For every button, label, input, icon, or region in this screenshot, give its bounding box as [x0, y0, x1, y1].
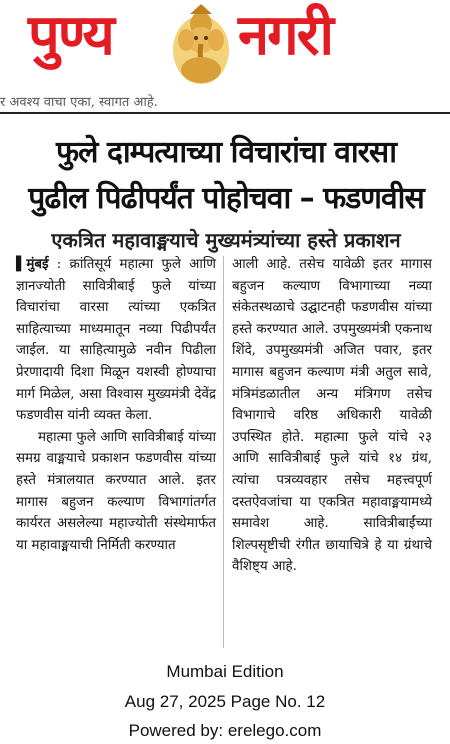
headline-line-2: पुढील पिढीपर्यंत पोहोचवा – फडणवीस	[28, 181, 424, 216]
powered-by-link[interactable]: Powered by: erelego.com	[128, 721, 322, 740]
ganesha-emblem-icon	[170, 4, 232, 88]
dateline: मुंबई	[26, 256, 49, 272]
article-paragraph-2: महात्मा फुले आणि सावित्रीबाई यांच्या समग्र वाङ्मयाचे प्रकाशन फडणवीस यांच्या हस्ते मंत्रालयात करण्यात आले. इतर मागास बहुजन कल्याण विभागांतर्गत कार्यरत असलेल्या महाज्योती संस्थेमार्फत या महावाङ्मयाची निर्मिती करण्यात	[16, 429, 216, 553]
masthead-brand-right: नगरी	[238, 3, 333, 68]
article-column-left	[16, 254, 216, 556]
masthead	[0, 0, 450, 96]
article-paragraph-3: आली आहे. तसेच यावेळी इतर मागास बहुजन कल्याण विभागाच्या नव्या संकेतस्थळाचे उद्घाटनही फडणवीस यांच्या हस्ते करण्यात आले. उपमुख्यमंत्री एकनाथ शिंदे, उपमुख्यमंत्री अजित पवार, इतर मागास बहुजन कल्याण मंत्री अतुल सावे, मंत्रिमंडळातील अन्य मंत्रिगण तसेच विभागाचे वरिष्ठ अधिकारी यावेळी उपस्थित होते. महात्मा फुले यांचे २३ आणि सावित्रीबाई फुले यांचे १४ ग्रंथ, त्यांचा पत्रव्यवहार तसेच महत्त्वपूर्ण दस्तऐवजांचा या एकत्रित महावाङ्मयामध्ये समावेश आहे. सावित्रीबाईंच्या शिल्पसृष्टीची रंगीत छायाचित्रे हे या ग्रंथाचे वैशिष्ट्य आहे.	[232, 257, 432, 575]
article-column-right	[232, 254, 432, 578]
date-page-label: Aug 27, 2025 Page No. 12	[124, 692, 326, 711]
top-rule-divider	[0, 112, 450, 114]
article-paragraph-1: ▌मुंबई : क्रांतिसूर्य महात्मा फुले आणि ज्ञानज्योती सावित्रीबाई फुले यांच्या विचारांचा वारसा त्यांच्या एकत्रित साहित्याच्या माध्यमातून नव्या पिढीपर्यंत जाईल. या साहित्यामुळे नवीन पिढीला प्रेरणादायी दिशा मिळून यशस्वी होण्याचा मार्ग मिळेल, असा विश्वास मुख्यमंत्री देवेंद्र फडणवीस यांनी व्यक्त केला.	[16, 256, 216, 424]
masthead-brand-left: पुण्य	[28, 3, 113, 68]
column-divider	[223, 256, 224, 648]
edition-label: Mumbai Edition	[166, 662, 284, 681]
article-paragraph-1-text: क्रांतिसूर्य महात्मा फुले आणि ज्ञानज्योती सावित्रीबाई फुले यांच्या विचारांचा वारसा त्यांच्या एकत्रित साहित्याच्या माध्यमातून नव्या पिढीपर्यंत जाईल. या साहित्यामुळे नवीन पिढीला प्रेरणादायी दिशा मिळून यशस्वी होण्याचा मार्ग मिळेल, असा विश्वास मुख्यमंत्री देवेंद्र फडणवीस यांनी व्यक्त केला.	[16, 257, 216, 424]
previous-article-cutline: र अवश्य वाचा एका, स्वागत आहे.	[0, 95, 158, 108]
subheadline: एकत्रित महावाङ्मयाचे मुख्यमंत्र्यांच्या हस्ते प्रकाशन	[51, 228, 401, 252]
headline-line-1: फुले दाम्पत्याच्या विचारांचा वारसा	[56, 135, 396, 170]
